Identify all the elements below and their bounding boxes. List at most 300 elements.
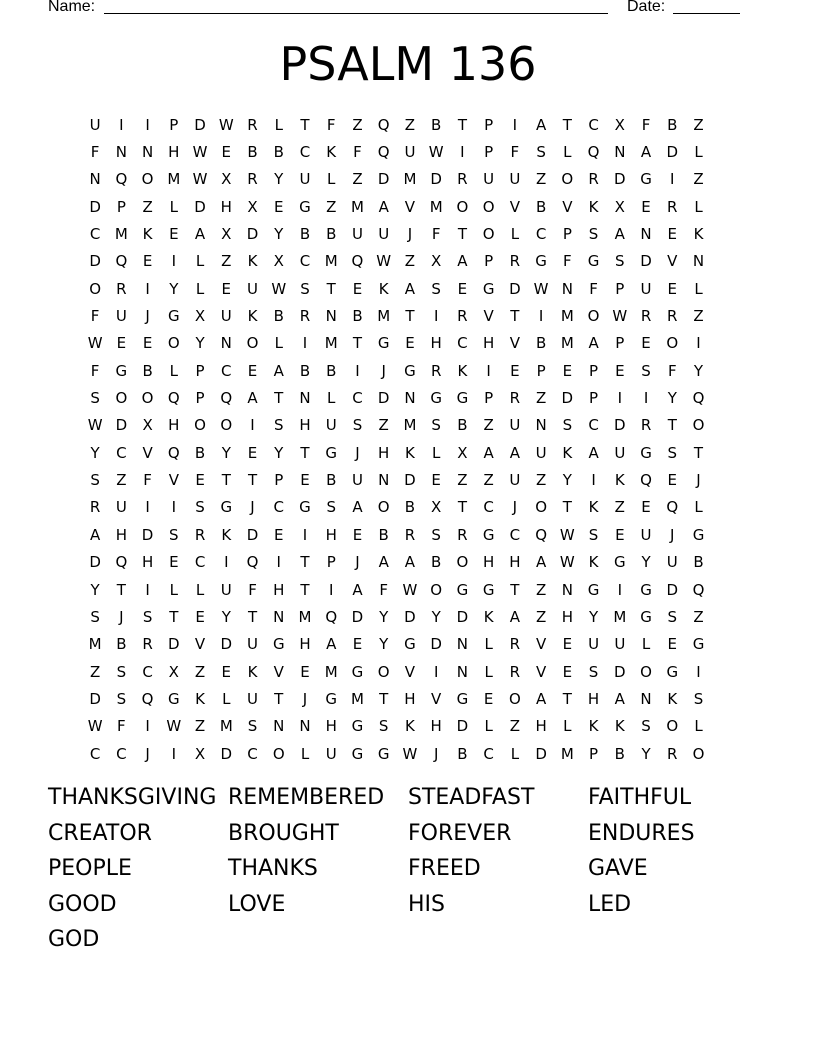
grid-letter: X — [431, 252, 442, 271]
grid-letter: L — [694, 143, 703, 162]
grid-letter: U — [325, 744, 337, 763]
grid-letter: U — [351, 471, 363, 490]
grid-letter: A — [535, 689, 547, 708]
grid-letter: P — [615, 279, 625, 298]
grid-letter: W — [559, 553, 575, 572]
grid-letter: M — [377, 307, 391, 326]
grid-letter: A — [247, 389, 258, 408]
grid-letter: N — [614, 143, 626, 162]
grid-letter: S — [431, 279, 441, 298]
grid-letter: H — [587, 689, 600, 708]
grid-letter: Y — [667, 389, 677, 408]
word-list-item: BROUGHT — [228, 820, 339, 846]
grid-letter: I — [696, 662, 701, 681]
grid-letter: B — [326, 225, 337, 244]
grid-letter: I — [145, 279, 150, 298]
grid-letter: V — [667, 252, 678, 271]
grid-letter: V — [194, 635, 206, 654]
grid-letter: W — [192, 143, 208, 162]
grid-letter: V — [404, 662, 416, 681]
grid-letter: R — [457, 307, 468, 326]
grid-row — [82, 248, 738, 275]
grid-row — [82, 521, 738, 548]
grid-letter: Z — [378, 416, 389, 435]
grid-letter: X — [221, 170, 232, 189]
grid-letter: Z — [693, 170, 704, 189]
grid-letter: J — [145, 307, 150, 326]
grid-letter: R — [299, 307, 311, 326]
grid-letter: Y — [221, 443, 231, 462]
grid-letter: T — [457, 225, 467, 244]
grid-letter: O — [246, 334, 259, 353]
grid-letter: G — [666, 662, 679, 681]
grid-letter: S — [641, 361, 651, 380]
grid-letter: K — [221, 525, 232, 544]
grid-letter: T — [221, 471, 231, 490]
grid-letter: Z — [535, 471, 547, 490]
grid-letter: X — [457, 443, 468, 462]
grid-letter: B — [378, 525, 389, 544]
grid-letter: F — [589, 279, 598, 298]
grid-letter: O — [456, 553, 469, 572]
grid-letter: Y — [379, 607, 389, 626]
grid-letter: R — [89, 498, 101, 517]
grid-letter: J — [250, 498, 255, 517]
grid-letter: O — [89, 279, 102, 298]
grid-letter: U — [588, 635, 600, 654]
grid-letter: D — [246, 525, 259, 544]
grid-letter: D — [194, 197, 206, 216]
grid-letter: K — [693, 225, 704, 244]
grid-letter: M — [613, 607, 627, 626]
grid-letter: P — [274, 471, 284, 490]
grid-letter: Z — [221, 252, 232, 271]
grid-letter: H — [404, 689, 416, 708]
grid-letter: G — [377, 334, 390, 353]
grid-letter: Z — [89, 662, 101, 681]
grid-letter: P — [195, 361, 205, 380]
grid-letter: L — [274, 115, 283, 134]
grid-letter: A — [535, 115, 547, 134]
grid-letter: Q — [141, 689, 154, 708]
grid-letter: T — [300, 580, 310, 599]
grid-letter: N — [640, 689, 652, 708]
grid-letter: Z — [535, 170, 547, 189]
grid-letter: Q — [587, 143, 600, 162]
grid-letter: E — [116, 334, 127, 353]
grid-letter: Z — [483, 416, 494, 435]
grid-letter: T — [562, 115, 572, 134]
grid-letter: X — [614, 197, 625, 216]
grid-letter: F — [353, 143, 362, 162]
grid-letter: I — [119, 115, 124, 134]
grid-letter: J — [670, 525, 675, 544]
grid-letter: K — [247, 307, 258, 326]
grid-letter: S — [641, 717, 651, 736]
grid-letter: L — [195, 279, 205, 298]
grid-letter: L — [431, 443, 441, 462]
grid-letter: B — [299, 361, 311, 380]
grid-letter: E — [483, 689, 494, 708]
grid-letter: G — [299, 197, 311, 216]
grid-letter: L — [694, 197, 703, 216]
grid-letter: R — [640, 307, 652, 326]
grid-letter: J — [512, 498, 518, 517]
grid-letter: M — [560, 334, 574, 353]
grid-row — [82, 220, 738, 247]
grid-letter: K — [195, 689, 205, 708]
grid-letter: J — [145, 744, 150, 763]
grid-letter: Y — [693, 361, 704, 380]
grid-letter: B — [535, 334, 547, 353]
grid-letter: T — [667, 416, 677, 435]
grid-letter: U — [640, 279, 652, 298]
grid-letter: K — [326, 143, 337, 162]
grid-letter: C — [483, 744, 494, 763]
grid-letter: X — [194, 307, 206, 326]
grid-letter: G — [168, 307, 180, 326]
grid-letter: I — [696, 334, 701, 353]
grid-letter: R — [509, 662, 521, 681]
grid-letter: D — [561, 389, 574, 408]
grid-letter: L — [694, 498, 703, 517]
grid-letter: V — [509, 334, 520, 353]
grid-letter: G — [587, 252, 600, 271]
name-line — [104, 13, 608, 14]
grid-letter: S — [116, 662, 127, 681]
grid-letter: D — [377, 389, 390, 408]
grid-letter: R — [509, 252, 521, 271]
grid-letter: X — [614, 115, 625, 134]
grid-letter: T — [405, 307, 415, 326]
grid-letter: H — [430, 334, 442, 353]
grid-letter: F — [90, 307, 100, 326]
grid-letter: J — [381, 361, 386, 380]
grid-letter: W — [192, 170, 208, 189]
grid-letter: C — [352, 389, 363, 408]
grid-letter: D — [509, 279, 521, 298]
grid-letter: G — [640, 170, 652, 189]
grid-letter: I — [355, 361, 360, 380]
grid-letter: Z — [457, 471, 468, 490]
grid-letter: U — [220, 580, 232, 599]
grid-letter: E — [615, 525, 625, 544]
grid-letter: Y — [588, 607, 599, 626]
grid-letter: H — [168, 143, 180, 162]
grid-letter: C — [89, 744, 101, 763]
grid-letter: D — [115, 416, 128, 435]
grid-letter: D — [141, 525, 154, 544]
grid-letter: P — [484, 252, 494, 271]
grid-letter: W — [87, 416, 103, 435]
grid-letter: B — [457, 744, 468, 763]
grid-letter: E — [667, 471, 678, 490]
grid-letter: N — [456, 662, 469, 681]
grid-letter: T — [274, 389, 284, 408]
grid-row — [82, 549, 738, 576]
grid-letter: A — [614, 225, 625, 244]
grid-letter: G — [351, 662, 364, 681]
grid-letter: N — [273, 717, 285, 736]
date-line — [673, 13, 740, 14]
grid-letter: R — [667, 307, 678, 326]
grid-letter: G — [272, 635, 285, 654]
grid-letter: H — [561, 607, 573, 626]
grid-letter: O — [508, 689, 521, 708]
grid-letter: D — [614, 170, 626, 189]
grid-letter: S — [667, 443, 678, 462]
grid-letter: B — [431, 115, 442, 134]
grid-letter: S — [90, 389, 100, 408]
grid-letter: H — [273, 580, 285, 599]
grid-letter: V — [168, 471, 179, 490]
grid-letter: K — [405, 717, 415, 736]
grid-letter: E — [562, 361, 573, 380]
grid-letter: O — [167, 334, 180, 353]
grid-letter: J — [302, 689, 308, 708]
grid-letter: J — [119, 607, 124, 626]
grid-letter: U — [247, 279, 259, 298]
grid-letter: Z — [352, 170, 363, 189]
grid-letter: M — [429, 197, 443, 216]
grid-letter: K — [247, 252, 258, 271]
grid-letter: B — [247, 143, 258, 162]
grid-row — [82, 658, 738, 685]
grid-letter: G — [377, 744, 390, 763]
grid-letter: N — [89, 170, 101, 189]
grid-letter: H — [430, 717, 442, 736]
grid-letter: E — [169, 225, 179, 244]
grid-letter: Y — [90, 443, 100, 462]
grid-letter: S — [300, 279, 310, 298]
grid-letter: I — [460, 143, 465, 162]
grid-letter: D — [640, 252, 652, 271]
page-title: PSALM 136 — [279, 37, 537, 91]
grid-letter: O — [377, 662, 390, 681]
grid-letter: D — [220, 744, 233, 763]
grid-letter: E — [274, 197, 284, 216]
grid-letter: E — [247, 443, 258, 462]
grid-letter: V — [431, 689, 442, 708]
grid-letter: H — [220, 197, 232, 216]
grid-letter: S — [588, 225, 599, 244]
grid-letter: A — [352, 580, 363, 599]
grid-letter: H — [325, 717, 337, 736]
grid-letter: L — [563, 143, 572, 162]
grid-letter: L — [694, 717, 703, 736]
grid-letter: S — [667, 607, 678, 626]
grid-letter: D — [456, 717, 469, 736]
grid-letter: I — [433, 307, 439, 326]
grid-letter: R — [509, 635, 521, 654]
grid-letter: C — [142, 662, 153, 681]
grid-letter: R — [116, 279, 127, 298]
grid-letter: T — [510, 307, 520, 326]
grid-letter: G — [404, 635, 416, 654]
grid-letter: N — [456, 635, 469, 654]
grid-letter: K — [614, 717, 625, 736]
grid-letter: K — [588, 498, 599, 517]
grid-letter: V — [535, 662, 547, 681]
grid-letter: G — [482, 525, 495, 544]
grid-letter: G — [115, 361, 128, 380]
grid-letter: H — [482, 334, 495, 353]
word-list-item: FAITHFUL — [588, 785, 692, 810]
name-label: Name: — [48, 0, 96, 15]
grid-row — [82, 494, 738, 521]
grid-letter: T — [693, 443, 704, 462]
grid-letter: J — [355, 443, 360, 462]
grid-letter: E — [562, 662, 573, 681]
grid-letter: W — [402, 744, 418, 763]
grid-letter: U — [483, 170, 495, 189]
grid-letter: A — [378, 553, 389, 572]
grid-letter: M — [403, 416, 417, 435]
grid-letter: Z — [352, 115, 363, 134]
grid-letter: T — [300, 115, 310, 134]
grid-letter: S — [247, 717, 258, 736]
grid-letter: G — [325, 689, 338, 708]
grid-letter: X — [431, 498, 442, 517]
grid-letter: O — [640, 662, 652, 681]
grid-letter: S — [352, 416, 363, 435]
grid-letter: B — [116, 635, 127, 654]
grid-letter: R — [640, 416, 652, 435]
grid-letter: A — [614, 689, 625, 708]
grid-letter: I — [171, 498, 177, 517]
grid-letter: N — [299, 389, 311, 408]
grid-letter: V — [404, 197, 416, 216]
grid-letter: U — [666, 553, 678, 572]
grid-letter: Q — [115, 252, 128, 271]
grid-letter: D — [220, 635, 233, 654]
grid-letter: P — [536, 361, 546, 380]
grid-letter: N — [640, 225, 652, 244]
grid-letter: V — [509, 197, 520, 216]
grid-letter: S — [378, 717, 389, 736]
grid-letter: R — [457, 525, 468, 544]
grid-letter: M — [403, 170, 417, 189]
grid-letter: Q — [167, 389, 180, 408]
grid-letter: M — [167, 170, 181, 189]
grid-letter: S — [536, 143, 546, 162]
grid-letter: U — [220, 307, 232, 326]
word-list-item: HIS — [408, 891, 445, 917]
grid-letter: X — [194, 744, 206, 763]
grid-letter: G — [482, 580, 495, 599]
grid-letter: M — [88, 635, 102, 654]
grid-letter: C — [247, 744, 258, 763]
grid-letter: B — [326, 471, 337, 490]
grid-letter: T — [352, 334, 363, 353]
grid-letter: O — [272, 744, 285, 763]
grid-letter: I — [276, 553, 281, 572]
grid-letter: Y — [169, 279, 179, 298]
grid-letter: O — [141, 389, 154, 408]
grid-letter: P — [195, 389, 205, 408]
grid-letter: G — [299, 498, 311, 517]
grid-letter: P — [484, 143, 494, 162]
word-list-item: GAVE — [588, 856, 648, 882]
grid-row — [82, 330, 738, 357]
grid-letter: S — [562, 416, 573, 435]
grid-letter: G — [587, 580, 600, 599]
grid-letter: Z — [404, 252, 416, 271]
grid-letter: W — [87, 717, 103, 736]
grid-row — [82, 302, 738, 329]
grid-row — [82, 576, 738, 603]
grid-letter: M — [350, 689, 364, 708]
grid-letter: F — [641, 115, 651, 134]
word-list-item: CREATOR — [48, 820, 152, 846]
grid-letter: K — [457, 361, 468, 380]
word-list-item: THANKS — [228, 856, 318, 882]
grid-letter: I — [145, 580, 150, 599]
grid-letter: S — [116, 689, 127, 708]
grid-letter: D — [666, 580, 679, 599]
grid-letter: T — [169, 607, 179, 626]
grid-letter: C — [299, 143, 311, 162]
grid-letter: A — [457, 252, 468, 271]
grid-letter: B — [404, 498, 416, 517]
grid-letter: B — [693, 553, 704, 572]
grid-letter: N — [561, 279, 573, 298]
grid-row — [82, 466, 738, 493]
grid-letter: Z — [194, 717, 206, 736]
grid-letter: O — [377, 498, 390, 517]
grid-letter: E — [300, 662, 310, 681]
grid-letter: F — [326, 115, 336, 134]
grid-letter: I — [171, 744, 177, 763]
grid-letter: M — [219, 717, 233, 736]
grid-letter: G — [640, 443, 652, 462]
grid-letter: W — [612, 307, 628, 326]
grid-letter: F — [117, 717, 126, 736]
grid-letter: E — [352, 525, 363, 544]
grid-letter: Q — [246, 553, 259, 572]
grid-letter: D — [89, 197, 101, 216]
grid-letter: F — [379, 580, 389, 599]
grid-letter: D — [666, 143, 679, 162]
grid-letter: A — [640, 143, 652, 162]
worksheet-header — [48, 0, 748, 20]
grid-letter: Y — [221, 607, 231, 626]
grid-letter: C — [89, 225, 101, 244]
grid-letter: I — [302, 334, 308, 353]
word-list-item: GOD — [48, 927, 100, 953]
grid-letter: I — [486, 361, 491, 380]
grid-letter: S — [142, 607, 153, 626]
grid-letter: S — [326, 498, 336, 517]
grid-letter: T — [300, 443, 310, 462]
grid-letter: I — [512, 115, 518, 134]
grid-letter: L — [222, 689, 231, 708]
grid-letter: P — [326, 553, 336, 572]
grid-letter: E — [352, 279, 363, 298]
grid-letter: R — [509, 389, 521, 408]
grid-row — [82, 631, 738, 658]
grid-letter: G — [168, 689, 180, 708]
grid-letter: H — [168, 416, 180, 435]
grid-letter: K — [667, 689, 678, 708]
grid-row — [82, 193, 738, 220]
grid-letter: M — [114, 225, 128, 244]
grid-letter: F — [431, 225, 441, 244]
grid-letter: H — [299, 416, 311, 435]
grid-letter: R — [667, 744, 678, 763]
grid-letter: B — [326, 361, 337, 380]
grid-letter: J — [407, 225, 413, 244]
